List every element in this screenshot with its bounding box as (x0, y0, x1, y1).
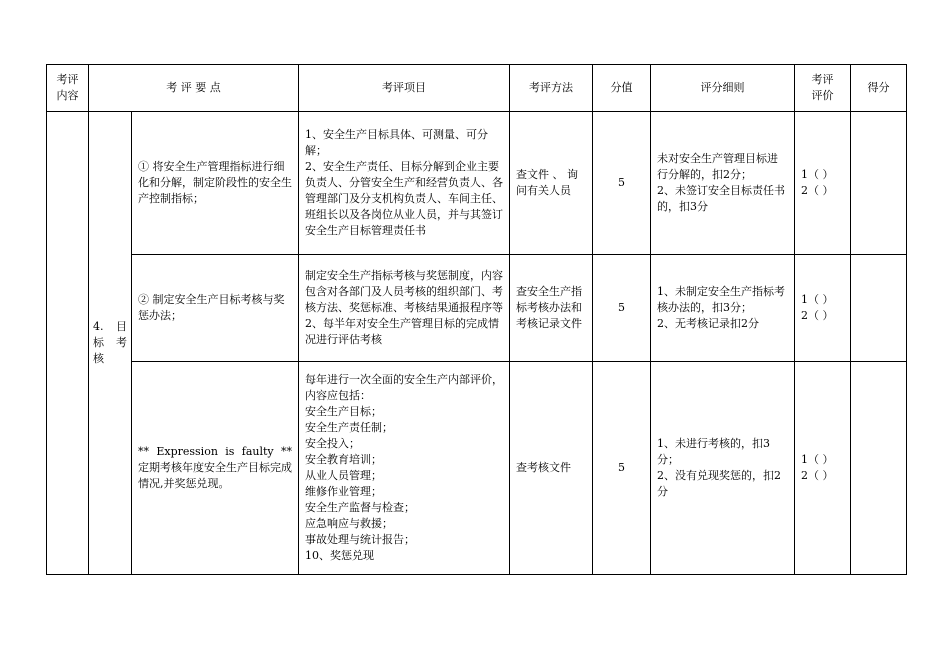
table-row (47, 362, 907, 575)
point-cell: ** Expression is faulty ** 定期考核年度安全生产目标完成情况,并奖惩兑现。 (132, 362, 299, 575)
header-method: 考评方法 (510, 65, 593, 112)
method-cell: 查考核文件 (510, 362, 593, 575)
got-score-cell (851, 255, 907, 362)
point-cell: ② 制定安全生产目标考核与奖惩办法； (132, 255, 299, 362)
items-cell: 每年进行一次全面的安全生产内部评价，内容应包括： 安全生产目标； 安全生产责任制； 安全投入； 安全教育培训； 从业人员管理； 维修作业管理； 安全生产监督与检查； 应急响应与救援； 事故处理与统计报告； 10、奖惩兑现 (299, 362, 510, 575)
header-score: 分值 (593, 65, 651, 112)
header-got-score: 得分 (851, 65, 907, 112)
rules-cell: 1、未制定安全生产指标考核办法的，扣3分； 2、无考核记录扣2分 (651, 255, 795, 362)
eval-cell: 1（ ） 2（ ） (795, 255, 851, 362)
table-row (47, 255, 907, 362)
eval-cell: 1（ ） 2（ ） (795, 112, 851, 255)
header-rules: 评分细则 (651, 65, 795, 112)
eval-cell: 1（ ） 2（ ） (795, 362, 851, 575)
score-cell: 5 (593, 255, 651, 362)
method-cell: 查安全生产指标考核办法和考核记录文件 (510, 255, 593, 362)
header-row (47, 65, 907, 112)
score-cell: 5 (593, 112, 651, 255)
header-points: 考 评 要 点 (89, 65, 299, 112)
method-cell: 查文件 、 询问有关人员 (510, 112, 593, 255)
header-content: 考评 内容 (47, 65, 89, 112)
rules-cell: 未对安全生产管理目标进行分解的，扣2分； 2、未签订安全目标责任书的，扣3分 (651, 112, 795, 255)
score-cell: 5 (593, 362, 651, 575)
rules-cell: 1、未进行考核的，扣3分； 2、没有兑现奖惩的，扣2分 (651, 362, 795, 575)
got-score-cell (851, 362, 907, 575)
point-cell: ① 将安全生产管理指标进行细化和分解，制定阶段性的安全生产控制指标； (132, 112, 299, 255)
section-label: 4. 目 标 考 核 (89, 112, 132, 575)
header-items: 考评项目 (299, 65, 510, 112)
header-eval: 考评 评价 (795, 65, 851, 112)
table-row (47, 112, 907, 255)
got-score-cell (851, 112, 907, 255)
items-cell: 1、安全生产目标具体、可测量、可分解； 2、安全生产责任、目标分解到企业主要负责人、分管安全生产和经营负责人、各管理部门及分支机构负责人、车间主任、班组长以及各岗位从业人员，并与其签订安全生产目标管理责任书 (299, 112, 510, 255)
items-cell: 制定安全生产指标考核与奖惩制度，内容包含对各部门及人员考核的组织部门、考核方法、奖惩标准、考核结果通报程序等 2、每半年对安全生产管理目标的完成情况进行评估考核 (299, 255, 510, 362)
assessment-table (46, 64, 907, 575)
content-cell (47, 112, 89, 575)
